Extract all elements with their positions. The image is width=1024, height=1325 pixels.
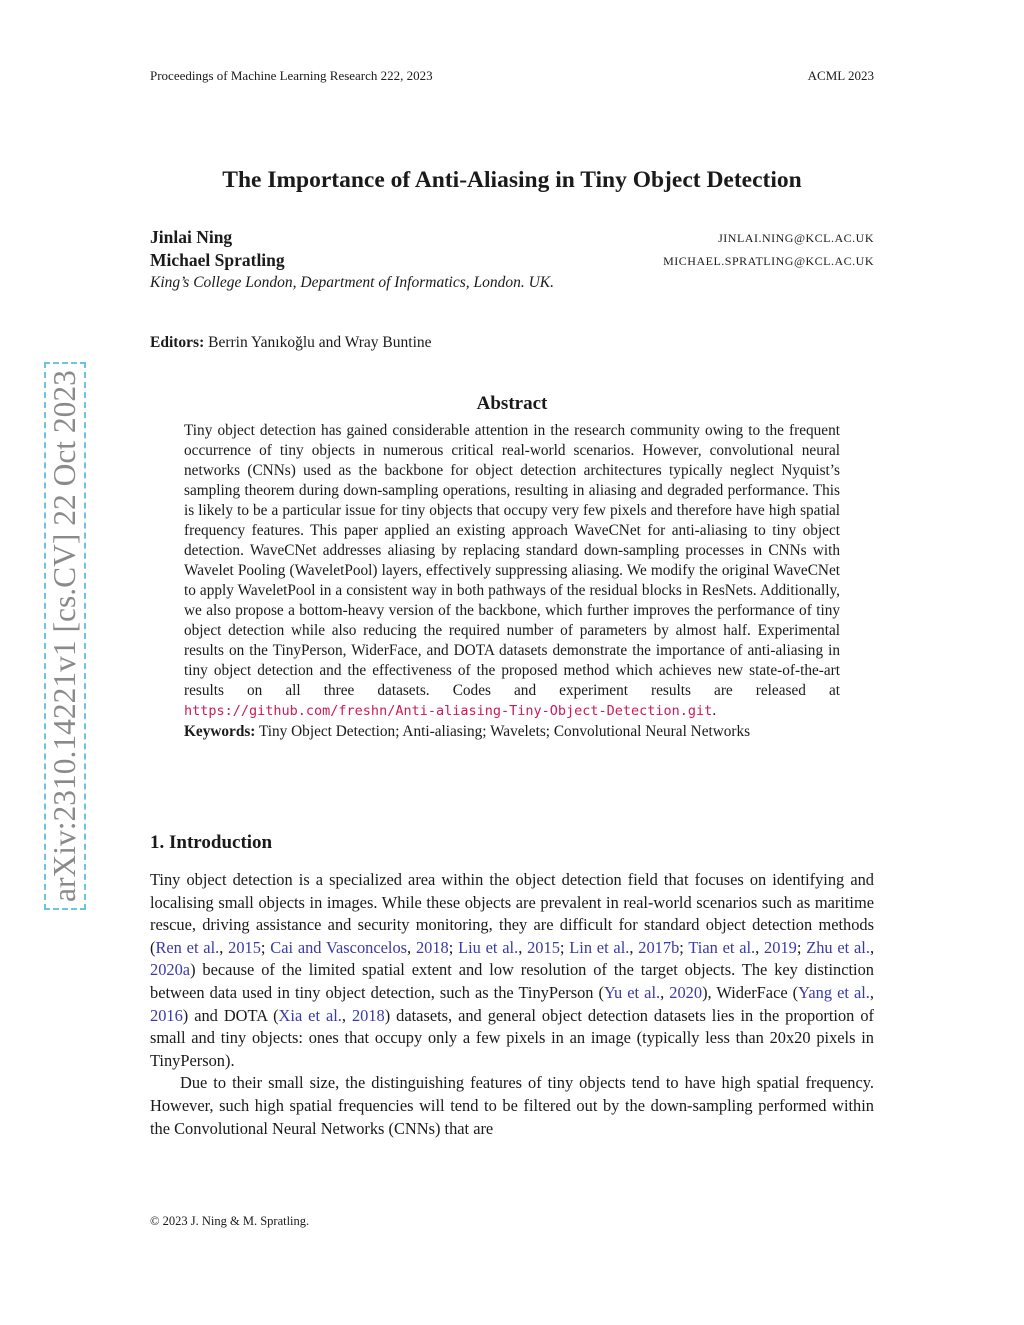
abstract-period: . (712, 702, 717, 719)
keywords-label: Keywords: (184, 723, 256, 740)
citation-link[interactable]: Yu et al. (604, 982, 661, 1002)
introduction-body (150, 869, 874, 1140)
intro-text-run: ; (448, 937, 459, 957)
intro-text-run: , (629, 937, 639, 957)
citation-link[interactable]: 2020 (669, 982, 703, 1002)
section-heading-introduction: 1. Introduction (150, 832, 273, 853)
intro-text-run: , (869, 937, 875, 957)
citation-link[interactable]: Xia et al. (278, 1005, 342, 1025)
abstract-heading: Abstract (476, 393, 548, 414)
citation-link[interactable]: 2015 (228, 937, 261, 957)
intro-text-run: , (755, 937, 765, 957)
paper-title: The Importance of Anti-Aliasing in Tiny Object Detection (222, 167, 802, 193)
affiliation: King’s College London, Department of Informatics, London. UK. (150, 274, 555, 291)
editors-label: Editors: (150, 334, 205, 351)
citation-link[interactable]: 2016 (150, 1005, 183, 1025)
author-email: MICHAEL.SPRATLING@KCL.AC.UK (663, 254, 874, 268)
author-name: Michael Spratling (150, 250, 285, 270)
keywords (184, 722, 840, 742)
intro-text-run: Tiny object detection is a specialized area within the object detection field that focuses on identifying and localising small objects in images. While these objects are prevalent in real-world scenarios such as maritime rescue, driving assistance and security monitoring, they are difficult for standard object detection methods ( (150, 870, 874, 957)
intro-text-run: ) because of the limited spatial extent and low resolution of the target objects. The key distinction between data used in tiny object detection, such as the TinyPerson ( (150, 960, 874, 1002)
copyright-footer: © 2023 J. Ning & M. Spratling. (150, 1214, 310, 1228)
intro-text-run: ), WiderFace ( (702, 982, 799, 1002)
citation-link[interactable]: 2018 (415, 937, 449, 957)
citation-link[interactable]: Lin et al. (569, 937, 630, 957)
intro-text-run: , (660, 982, 670, 1002)
citation-link[interactable]: Liu et al. (458, 937, 519, 957)
intro-text-run: ; (796, 937, 807, 957)
intro-text-run: , (219, 937, 229, 957)
citation-link[interactable]: 2020a (150, 960, 191, 980)
citation-link[interactable]: Tian et al. (688, 937, 756, 957)
intro-text-run: ; (679, 937, 689, 957)
citation-link[interactable]: Cai and Vasconcelos (270, 937, 408, 957)
citation-link[interactable]: 2015 (527, 937, 560, 957)
intro-text-run: , (869, 982, 875, 1002)
author-email: JINLAI.NING@KCL.AC.UK (718, 231, 874, 245)
intro-text-run: ; (559, 937, 570, 957)
editors-line (150, 334, 432, 352)
keywords-text: Tiny Object Detection; Anti-aliasing; Wavelets; Convolutional Neural Networks (258, 723, 751, 740)
author-name: Jinlai Ning (150, 227, 233, 247)
intro-paragraph-1 (150, 869, 874, 1072)
intro-text-run: ) datasets, and general object detection datasets lies in the proportion of small and tiny objects: ones that occupy only a few pixels in an image (typically less than 20x20 pixels in TinyPerson). (150, 1005, 874, 1070)
running-header-right: ACML 2023 (807, 68, 874, 83)
citation-link[interactable]: 2019 (764, 937, 797, 957)
citation-link[interactable]: Yang et al. (798, 982, 870, 1002)
intro-text-run: , (518, 937, 528, 957)
citation-link[interactable]: Ren et al. (155, 937, 220, 957)
citation-link[interactable]: 2017b (638, 937, 680, 957)
editors-names: Berrin Yanıkoğlu and Wray Buntine (208, 334, 432, 351)
citation-link[interactable]: Zhu et al. (806, 937, 870, 957)
intro-text-run: , (407, 937, 416, 957)
citation-link[interactable]: 2018 (351, 1005, 385, 1025)
arxiv-stamp: arXiv:2310.14221v1 [cs.CV] 22 Oct 2023 (44, 362, 86, 910)
code-link[interactable]: https://github.com/freshn/Anti-aliasing-Tiny-Object-Detection.git (184, 703, 713, 719)
abstract-text: Tiny object detection has gained considerable attention in the research community owing to the frequent occurrence of tiny objects in numerous critical real-world scenarios. However, convolutional neural networks (CNNs) used as the backbone for object detection architectures typically neglect Nyquist’s sampling theorem during down-sampling operations, resulting in aliasing and degraded performance. This is likely to be a particular issue for tiny objects that occupy very few pixels and therefore have high spatial frequency features. This paper applied an existing approach WaveCNet for anti-aliasing to tiny object detection. WaveCNet addresses aliasing by replacing standard down-sampling processes in CNNs with Wavelet Pooling (WaveletPool) layers, effectively suppressing aliasing. We modify the original WaveCNet to apply WaveletPool in a consistent way in both pathways of the residual blocks in ResNets. Additionally, we also propose a bottom-heavy version of the backbone, which further improves the performance of tiny object detection while also reducing the required number of parameters by almost half. Experimental results on the TinyPerson, WiderFace, and DOTA datasets demonstrate the importance of anti-aliasing in tiny object detection and the effectiveness of the proposed method which achieves new state-of-the-art results on all three datasets. Codes and experiment results are released at (184, 422, 840, 699)
intro-text-run: ; (260, 937, 271, 957)
intro-text-run: ) and DOTA ( (182, 1005, 279, 1025)
intro-paragraph-2: Due to their small size, the distinguishing features of tiny objects tend to have high spatial frequency. However, such high spatial frequencies will tend to be filtered out by the down-sampling performed within the Convolutional Neural Networks (CNNs) that are (150, 1073, 874, 1138)
abstract-body (184, 421, 840, 742)
intro-text-run: , (341, 1005, 352, 1025)
running-header-left: Proceedings of Machine Learning Research 222, 2023 (150, 68, 433, 83)
